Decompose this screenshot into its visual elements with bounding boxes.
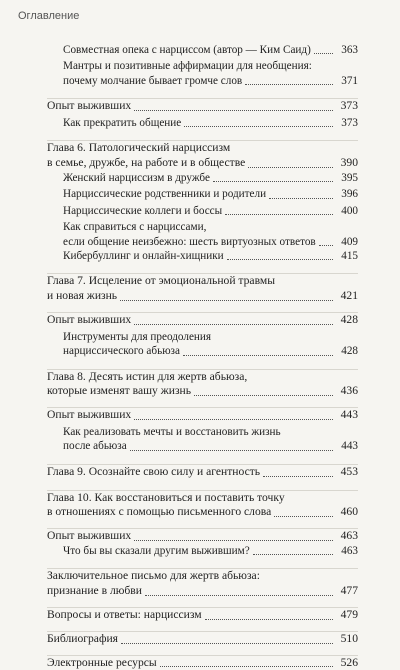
entry-title: нарциссического абьюза	[63, 345, 180, 358]
toc-subentry[interactable]	[47, 59, 358, 88]
entry-title: Как прекратить общение	[63, 117, 182, 130]
entry-line	[63, 235, 358, 249]
dot-leader	[183, 355, 333, 356]
dot-leader	[134, 110, 333, 111]
entry-line	[47, 584, 358, 599]
dot-leader	[134, 419, 333, 420]
toc-subentry[interactable]	[47, 220, 358, 249]
entry-title: Совместная опека с нарциссом (автор — Ким Саид)	[63, 44, 311, 56]
dot-leader	[184, 126, 333, 127]
page-number: 400	[341, 204, 358, 217]
entry-title: признание в любви	[47, 584, 142, 598]
toc-chapter-entry[interactable]	[47, 528, 358, 544]
entry-title: Электронные ресурсы	[47, 655, 157, 669]
page-number: 460	[340, 505, 358, 519]
toc-chapter-entry[interactable]	[47, 369, 358, 400]
dot-leader	[134, 540, 333, 541]
page-number: 428	[341, 345, 358, 358]
table-of-contents	[47, 43, 358, 670]
page-number: 390	[340, 156, 358, 170]
entry-title: которые изменят вашу жизнь	[47, 384, 192, 398]
entry-line	[47, 465, 358, 480]
toc-chapter-entry[interactable]	[47, 140, 358, 171]
toc-chapter-entry[interactable]	[47, 607, 358, 623]
page-number: 443	[341, 440, 358, 453]
toc-subentry[interactable]	[47, 330, 358, 359]
page-number: 409	[341, 235, 358, 248]
dot-leader	[227, 259, 333, 260]
entry-title: после абьюза	[63, 440, 127, 453]
dot-leader	[145, 595, 333, 596]
toc-subentry[interactable]	[47, 249, 358, 263]
dot-leader	[160, 666, 333, 667]
toc-subentry[interactable]	[47, 116, 358, 130]
dot-leader	[213, 181, 333, 182]
dot-leader	[225, 214, 333, 215]
running-header: Оглавление	[18, 10, 80, 22]
toc-chapter-entry[interactable]	[47, 490, 358, 521]
toc-subentry[interactable]	[47, 204, 358, 218]
page-number: 415	[341, 250, 358, 263]
entry-title: Нарциссические коллеги и боссы	[63, 204, 223, 217]
entry-line	[47, 289, 358, 304]
entry-line	[47, 656, 358, 670]
page-number: 510	[340, 631, 358, 645]
entry-title: почему молчание бывает громче слов	[63, 74, 243, 87]
entry-title-line: Заключительное письмо для жертв абьюза:	[47, 569, 260, 583]
page-number: 526	[340, 655, 358, 669]
entry-title: Опыт выживших	[47, 529, 132, 543]
toc-subentry[interactable]	[47, 171, 358, 185]
entry-line	[63, 43, 358, 57]
toc-chapter-entry[interactable]	[47, 464, 358, 480]
entry-title-line: Глава 7. Исцеление от эмоциональной травмы	[47, 274, 275, 288]
entry-title: Библиография	[47, 631, 119, 645]
dot-leader	[314, 53, 333, 54]
entry-title-line: Инструменты для преодоления	[63, 330, 212, 343]
page-number: 443	[340, 408, 358, 422]
toc-chapter-entry[interactable]	[47, 98, 358, 114]
dot-leader	[134, 324, 333, 325]
page-number: 396	[341, 188, 358, 201]
page-number: 373	[340, 99, 358, 113]
entry-title: Женский нарциссизм в дружбе	[63, 172, 210, 185]
toc-chapter-entry[interactable]	[47, 312, 358, 328]
entry-line	[63, 249, 358, 263]
entry-line	[47, 632, 358, 647]
page-number: 436	[340, 384, 358, 398]
entry-title-line: Глава 6. Патологический нарциссизм	[47, 141, 231, 155]
entry-title: в отношениях с помощью письменного слова	[47, 505, 272, 519]
dot-leader	[269, 198, 333, 199]
entry-line	[63, 544, 358, 558]
toc-chapter-entry[interactable]	[47, 273, 358, 304]
toc-subentry[interactable]	[47, 43, 358, 57]
page-number: 428	[340, 313, 358, 327]
dot-leader	[245, 84, 333, 85]
entry-title: Опыт выживших	[47, 313, 132, 327]
page-number: 373	[341, 117, 358, 130]
entry-line	[47, 608, 358, 623]
entry-line	[47, 313, 358, 328]
entry-line	[47, 99, 358, 114]
entry-title: Опыт выживших	[47, 99, 132, 113]
entry-title: Что бы вы сказали другим выжившим?	[63, 545, 250, 558]
entry-line	[47, 529, 358, 544]
entry-title: Нарциссические родственники и родители	[63, 188, 267, 201]
dot-leader	[319, 245, 333, 246]
toc-chapter-entry[interactable]	[47, 568, 358, 599]
page-number: 463	[341, 545, 358, 558]
page-number: 453	[340, 464, 358, 478]
entry-line	[47, 505, 358, 520]
dot-leader	[274, 516, 333, 517]
entry-title: Опыт выживших	[47, 408, 132, 422]
entry-line	[47, 408, 358, 423]
dot-leader	[205, 619, 333, 620]
toc-chapter-entry[interactable]	[47, 631, 358, 647]
dot-leader	[248, 167, 333, 168]
entry-title-line: Глава 8. Десять истин для жертв абьюза,	[47, 369, 248, 383]
entry-line	[63, 116, 358, 130]
entry-title: и новая жизнь	[47, 289, 118, 303]
entry-title: если общение неизбежно: шесть виртуозных ответов	[63, 235, 316, 248]
entry-title: в семье, дружбе, на работе и в обществе	[47, 156, 246, 170]
entry-title-line: Как справиться с нарциссами,	[63, 221, 207, 234]
entry-title: Глава 9. Осознайте свою силу и агентность	[47, 464, 261, 478]
toc-subentry[interactable]	[47, 425, 358, 454]
entry-line	[47, 384, 358, 399]
page-number: 421	[340, 289, 358, 303]
dot-leader	[263, 476, 333, 477]
page-number: 371	[341, 74, 358, 87]
entry-line	[63, 171, 358, 185]
page-number: 395	[341, 172, 358, 185]
toc-subentry[interactable]	[47, 544, 358, 558]
entry-line	[63, 439, 358, 453]
page-number: 363	[341, 44, 358, 56]
dot-leader	[120, 300, 333, 301]
entry-title: Кибербуллинг и онлайн-хищники	[63, 250, 224, 263]
dot-leader	[121, 643, 333, 644]
page-number: 463	[340, 529, 358, 543]
dot-leader	[130, 450, 333, 451]
toc-chapter-entry[interactable]	[47, 407, 358, 423]
toc-subentry[interactable]	[47, 187, 358, 201]
page-number: 479	[340, 608, 358, 622]
entry-title-line: Мантры и позитивные аффирмации для необщения:	[63, 60, 312, 73]
entry-line	[63, 74, 358, 88]
dot-leader	[253, 554, 333, 555]
toc-chapter-entry[interactable]	[47, 655, 358, 670]
entry-line	[47, 156, 358, 171]
entry-title-line: Как реализовать мечты и восстановить жизнь	[63, 426, 281, 439]
entry-line	[63, 204, 358, 218]
entry-title-line: Глава 10. Как восстановиться и поставить точку	[47, 490, 285, 504]
entry-title: Вопросы и ответы: нарциссизм	[47, 608, 202, 622]
dot-leader	[194, 395, 333, 396]
entry-line	[63, 344, 358, 358]
entry-line	[63, 187, 358, 201]
page-number: 477	[340, 584, 358, 598]
